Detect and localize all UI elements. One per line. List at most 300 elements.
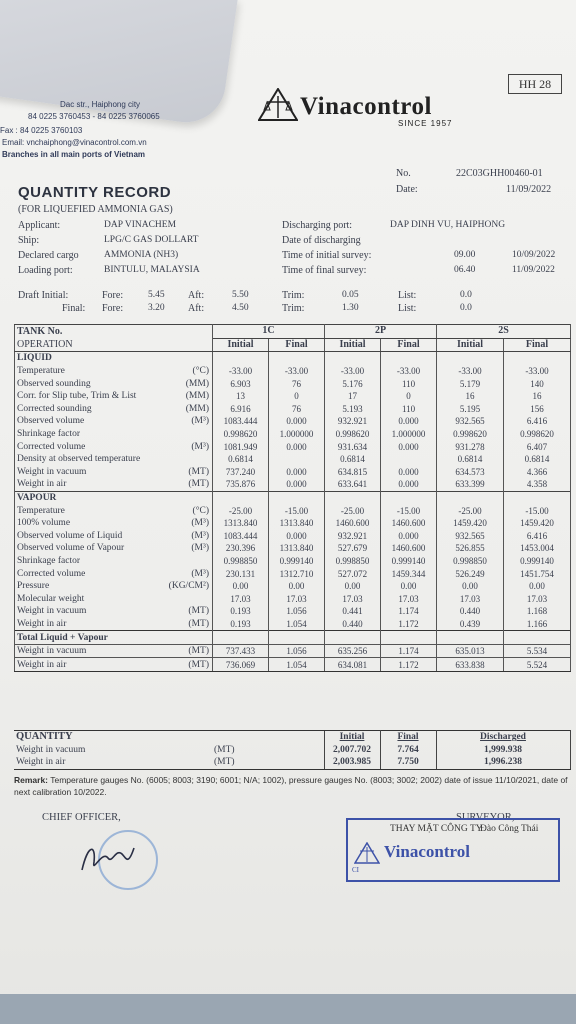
table-cell: 0.00 [437, 580, 504, 593]
table-row [15, 644, 571, 658]
table-cell: -15.00 [381, 504, 437, 517]
table-cell: 0.6814 [437, 453, 504, 466]
table-cell: -33.00 [325, 365, 381, 378]
row-unit: (MT) [188, 659, 209, 670]
table-row [15, 466, 571, 479]
stamp-scales-icon [354, 842, 380, 864]
row-label [15, 453, 213, 466]
table-cell: 0.440 [325, 618, 381, 631]
table-cell: 931.634 [325, 440, 381, 453]
row-unit: (M³) [191, 416, 209, 427]
row-label [15, 428, 213, 441]
draft-initial-label: Draft Initial: [18, 290, 69, 301]
row-unit: (MT) [188, 618, 209, 629]
table-cell: 140 [504, 377, 571, 390]
table-cell: 0.00 [213, 580, 269, 593]
table-cell: 6.407 [504, 440, 571, 453]
row-label-text: Weight in air [17, 618, 67, 629]
row-label-text: Pressure [17, 581, 50, 592]
row-label [15, 440, 213, 453]
table-cell: 1460.600 [325, 517, 381, 530]
table-cell: 76 [269, 403, 325, 416]
table-cell: 1.056 [269, 605, 325, 618]
draft-final-trim: 1.30 [342, 303, 359, 313]
table-cell: 16 [504, 390, 571, 403]
draft-initial-fore: 5.45 [148, 290, 165, 300]
row-label-text: Observed volume of Vapour [17, 543, 125, 554]
initial-header: Initial [213, 338, 269, 352]
table-cell: 0.998620 [213, 428, 269, 441]
table-cell: 634.815 [325, 466, 381, 479]
table-cell: 0.000 [381, 530, 437, 543]
table-cell: 0 [381, 390, 437, 403]
table-row [15, 415, 571, 428]
table-cell: 737.240 [213, 466, 269, 479]
row-label [15, 466, 213, 479]
table-cell [269, 453, 325, 466]
row-unit: (M³) [191, 543, 209, 554]
quantity-row-label: Weight in vacuum [16, 744, 86, 755]
row-label [15, 605, 213, 618]
row-unit: (M³) [191, 518, 209, 529]
table-cell: -25.00 [213, 504, 269, 517]
table-cell: 0.00 [381, 580, 437, 593]
table-row [15, 390, 571, 403]
table-cell: 1.168 [504, 605, 571, 618]
table-cell: 1081.949 [213, 440, 269, 453]
table-cell: 0.00 [325, 580, 381, 593]
table-cell: -33.00 [437, 365, 504, 378]
row-unit: (MM) [185, 378, 209, 389]
ship-label: Ship: [18, 235, 40, 246]
table-cell: 1312.710 [269, 567, 325, 580]
quantity-initial-value: 2,007.702 [324, 744, 380, 757]
draft-fore-label-final: Fore: [102, 303, 124, 314]
table-row [15, 365, 571, 378]
table-cell: 5.195 [437, 403, 504, 416]
stamp-text: THAY MẶT CÔNG TY [390, 824, 483, 834]
table-cell: -15.00 [504, 504, 571, 517]
table-cell: 635.013 [437, 644, 504, 658]
stamp-code: CI [352, 866, 359, 874]
table-cell: 1.000000 [269, 428, 325, 441]
quantity-discharged-value: 1,996.238 [436, 756, 570, 769]
initial-survey-date: 10/09/2022 [512, 250, 556, 260]
table-cell: 1313.840 [213, 517, 269, 530]
row-label [15, 658, 213, 672]
table-cell: 0.999140 [381, 555, 437, 568]
table-cell: 0.000 [381, 415, 437, 428]
table-cell: 634.081 [325, 658, 381, 672]
table-cell: 0.998850 [437, 555, 504, 568]
company-tel: 84 0225 3760453 - 84 0225 3760065 [28, 112, 160, 121]
table-row [15, 377, 571, 390]
table-cell: -25.00 [437, 504, 504, 517]
table-cell: 736.069 [213, 658, 269, 672]
row-unit: (M³) [191, 441, 209, 452]
initial-survey-label: Time of initial survey: [282, 250, 372, 261]
draft-fore-label-initial: Fore: [102, 290, 124, 301]
draft-final-aft: 4.50 [232, 303, 249, 313]
table-cell: 17.03 [437, 592, 504, 605]
surveyor-name: Đào Công Thái [480, 824, 539, 834]
row-label [15, 517, 213, 530]
table-cell: 0.000 [381, 466, 437, 479]
table-cell: 0.998850 [213, 555, 269, 568]
row-label-text: Weight in vacuum [17, 606, 87, 617]
company-branches: Branches in all main ports of Vietnam [2, 150, 145, 159]
table-cell: 0.000 [381, 440, 437, 453]
row-unit: (MT) [188, 646, 209, 657]
table-cell: -25.00 [325, 504, 381, 517]
table-cell: 1.172 [381, 658, 437, 672]
record-no-label: No. [396, 168, 411, 179]
table-cell: 0.000 [269, 415, 325, 428]
draft-list-label-initial: List: [398, 290, 417, 301]
company-stamp [346, 818, 560, 882]
table-cell: 0.193 [213, 605, 269, 618]
row-label-text: Corr. for Slip tube, Trim & List [17, 391, 137, 402]
table-cell: 5.193 [325, 403, 381, 416]
discharging-port-label: Discharging port: [282, 220, 353, 231]
chief-officer-label: CHIEF OFFICER, [42, 812, 121, 823]
quantity-row-unit: (MT) [212, 756, 324, 769]
page-title: QUANTITY RECORD [18, 184, 172, 201]
row-label [15, 365, 213, 378]
table-cell: 1.054 [269, 658, 325, 672]
row-label-text: Observed volume [17, 416, 85, 427]
quantity-rows [14, 744, 570, 770]
applicant-label: Applicant: [18, 220, 61, 231]
table-row [15, 440, 571, 453]
table-cell: 0.000 [269, 478, 325, 491]
row-unit: (°C) [192, 505, 209, 516]
table-cell: 1453.004 [504, 542, 571, 555]
quantity-row [14, 744, 570, 757]
table-cell: -33.00 [504, 365, 571, 378]
row-label [15, 530, 213, 543]
row-label [15, 504, 213, 517]
record-date-label: Date: [396, 184, 418, 195]
table-cell: 932.921 [325, 415, 381, 428]
draft-trim-label-initial: Trim: [282, 290, 305, 301]
table-cell: 932.921 [325, 530, 381, 543]
final-header: Final [269, 338, 325, 352]
cargo-value: AMMONIA (NH3) [104, 250, 179, 260]
table-cell: 0.441 [325, 605, 381, 618]
row-label-text: Corrected volume [17, 568, 86, 579]
table-cell: 1.166 [504, 618, 571, 631]
table-cell: 0.00 [504, 580, 571, 593]
table-cell: 1459.420 [437, 517, 504, 530]
tank-no-header: TANK No. [15, 325, 213, 339]
applicant-value: DAP VINACHEM [104, 220, 177, 230]
company-fax: Fax : 84 0225 3760103 [0, 126, 83, 135]
quantity-row-label: Weight in air [14, 756, 212, 769]
table-cell: 633.399 [437, 478, 504, 491]
table-cell: 17.03 [269, 592, 325, 605]
row-label-text: Molecular weight [17, 593, 85, 604]
table-cell [381, 453, 437, 466]
tank-header-2s: 2S [437, 325, 571, 339]
quantity-row-unit: (MT) [214, 744, 235, 755]
table-row [15, 542, 571, 555]
row-label-text: Shrinkage factor [17, 429, 81, 440]
row-label-text: Shrinkage factor [17, 555, 81, 566]
company-address: Dac str., Haiphong city [60, 100, 141, 109]
row-label [15, 592, 213, 605]
table-cell: 1.000000 [381, 428, 437, 441]
table-cell: 526.249 [437, 567, 504, 580]
table-cell: 634.573 [437, 466, 504, 479]
quantity-summary-table [14, 730, 571, 770]
table-cell: -33.00 [269, 365, 325, 378]
table-cell: 110 [381, 377, 437, 390]
final-header: Final [381, 338, 437, 352]
table-cell: 527.072 [325, 567, 381, 580]
background-surface [0, 994, 576, 1024]
table-row [15, 428, 571, 441]
row-label [15, 644, 213, 658]
page-subtitle: (FOR LIQUEFIED AMMONIA GAS) [18, 204, 173, 215]
final-survey-label: Time of final survey: [282, 265, 367, 276]
row-label-text: Temperature [17, 366, 65, 377]
table-cell: 1459.344 [381, 567, 437, 580]
table-cell: 1459.420 [504, 517, 571, 530]
row-label-text: Corrected sounding [17, 403, 92, 414]
draft-initial-trim: 0.05 [342, 290, 359, 300]
table-cell: 633.641 [325, 478, 381, 491]
table-cell: 526.855 [437, 542, 504, 555]
table-cell: 737.433 [213, 644, 269, 658]
table-row [15, 658, 571, 672]
row-label-text: Weight in vacuum [17, 646, 87, 657]
draft-list-label-final: List: [398, 303, 417, 314]
draft-final-fore: 3.20 [148, 303, 165, 313]
table-cell: 4.358 [504, 478, 571, 491]
row-label-text: Corrected volume [17, 441, 86, 452]
row-label [15, 403, 213, 416]
table-row [15, 478, 571, 491]
draft-aft-label-final: Aft: [188, 303, 205, 314]
row-label [15, 542, 213, 555]
table-cell: 17.03 [381, 592, 437, 605]
table-row [15, 517, 571, 530]
scales-logo-icon [258, 88, 298, 122]
table-cell: 0.000 [381, 478, 437, 491]
row-label [15, 555, 213, 568]
row-label [15, 415, 213, 428]
row-unit: (MM) [185, 391, 209, 402]
table-cell: 1.054 [269, 618, 325, 631]
row-unit: (MM) [185, 403, 209, 414]
loading-port-value: BINTULU, MALAYSIA [104, 265, 200, 275]
table-row [15, 530, 571, 543]
table-cell: 6.916 [213, 403, 269, 416]
table-cell: 1.056 [269, 644, 325, 658]
table-cell: 0.999140 [269, 555, 325, 568]
row-label-text: Weight in vacuum [17, 466, 87, 477]
row-label-text: Observed volume of Liquid [17, 530, 123, 541]
remark-text: Temperature gauges No. (6005; 8003; 3190; 6001; N/A; 1002), pressure gauges No. (8003; 3002; 2002) date of issue 11/10/2021, date of next calibration 10/2022. [14, 775, 568, 797]
table-cell: -33.00 [213, 365, 269, 378]
table-cell: 0.998620 [504, 428, 571, 441]
table-cell: 5.176 [325, 377, 381, 390]
row-label [15, 580, 213, 593]
quantity-final-header: Final [380, 731, 436, 744]
table-cell: 1083.444 [213, 530, 269, 543]
date-discharging-label: Date of discharging [282, 235, 361, 246]
final-survey-date: 11/09/2022 [512, 265, 555, 275]
final-header: Final [504, 338, 571, 352]
table-cell: 110 [381, 403, 437, 416]
row-label-text: Weight in air [17, 659, 67, 670]
draft-initial-list: 0.0 [460, 290, 472, 300]
table-row [15, 567, 571, 580]
quantity-label: QUANTITY [14, 731, 212, 744]
liquid-section-label: LIQUID [15, 352, 213, 365]
table-row [15, 605, 571, 618]
quantity-discharged-value: 1,999.938 [436, 744, 570, 757]
table-cell: 0.6814 [504, 453, 571, 466]
table-cell: 0 [269, 390, 325, 403]
table-cell: 13 [213, 390, 269, 403]
chief-officer-signature [78, 840, 138, 876]
table-row [15, 453, 571, 466]
quantity-discharged-header: Discharged [436, 731, 570, 744]
row-label [15, 567, 213, 580]
table-row [15, 504, 571, 517]
row-unit: (MT) [188, 606, 209, 617]
table-cell: 1451.754 [504, 567, 571, 580]
tank-header-1c: 1C [213, 325, 325, 339]
company-logo-since: SINCE 1957 [398, 119, 453, 128]
table-cell: 0.000 [269, 440, 325, 453]
quantity-row [14, 756, 570, 769]
quantity-final-value: 7.764 [380, 744, 436, 757]
table-cell: 527.679 [325, 542, 381, 555]
record-date-value: 11/09/2022 [506, 184, 552, 195]
table-cell: 0.00 [269, 580, 325, 593]
discharging-port-value: DAP DINH VU, HAIPHONG [390, 220, 506, 230]
table-cell: 5.524 [504, 658, 571, 672]
table-row [15, 618, 571, 631]
row-label [15, 390, 213, 403]
table-cell: -33.00 [381, 365, 437, 378]
table-cell: 1.174 [381, 644, 437, 658]
remark-label: Remark: [14, 775, 49, 785]
table-cell: 76 [269, 377, 325, 390]
draft-aft-label-initial: Aft: [188, 290, 205, 301]
row-unit: (MT) [188, 466, 209, 477]
table-cell: 0.6814 [325, 453, 381, 466]
row-label [15, 377, 213, 390]
row-label [15, 618, 213, 631]
row-unit: (MT) [188, 479, 209, 490]
quantity-final-value: 7.750 [380, 756, 436, 769]
row-unit: (M³) [191, 568, 209, 579]
draft-final-list: 0.0 [460, 303, 472, 313]
table-cell: 0.998620 [437, 428, 504, 441]
table-cell: 932.565 [437, 415, 504, 428]
company-email: Email: vnchaiphong@vinacontrol.com.vn [2, 138, 147, 147]
quantity-initial-value: 2,003.985 [324, 756, 380, 769]
table-cell: 1460.600 [381, 542, 437, 555]
remark-block [14, 774, 574, 798]
table-cell: 1313.840 [269, 542, 325, 555]
stamp-logo-name: Vinacontrol [384, 842, 470, 861]
table-cell: 17.03 [213, 592, 269, 605]
table-cell: 0.000 [269, 466, 325, 479]
table-cell: 230.396 [213, 542, 269, 555]
loading-port-label: Loading port: [18, 265, 73, 276]
table-row [15, 592, 571, 605]
table-cell: 6.416 [504, 415, 571, 428]
table-cell: 5.534 [504, 644, 571, 658]
table-cell: 6.903 [213, 377, 269, 390]
row-unit: (°C) [192, 366, 209, 377]
row-label-text: 100% volume [17, 518, 71, 529]
initial-header: Initial [325, 338, 381, 352]
company-logo-name: Vinacontrol [300, 93, 432, 120]
table-cell: 1313.840 [269, 517, 325, 530]
row-label-text: Weight in air [17, 479, 67, 490]
table-cell: 1.172 [381, 618, 437, 631]
table-cell: 16 [437, 390, 504, 403]
tank-header-2p: 2P [325, 325, 437, 339]
initial-survey-time: 09.00 [454, 250, 476, 260]
row-label-text: Observed sounding [17, 378, 91, 389]
table-cell: 0.000 [269, 530, 325, 543]
table-cell: 0.6814 [213, 453, 269, 466]
total-section-label: Total Liquid + Vapour [15, 631, 213, 645]
table-row [15, 555, 571, 568]
row-unit: (KG/CM²) [168, 581, 209, 592]
table-cell: 0.998850 [325, 555, 381, 568]
total-rows [15, 644, 571, 671]
row-label-text: Temperature [17, 505, 65, 516]
ship-value: LPG/C GAS DOLLART [104, 235, 199, 245]
row-label-text: Density at observed temperature [17, 454, 141, 465]
liquid-rows [15, 365, 571, 491]
table-cell: -15.00 [269, 504, 325, 517]
table-cell: 735.876 [213, 478, 269, 491]
vapour-section-label: VAPOUR [15, 491, 213, 504]
draft-trim-label-final: Trim: [282, 303, 305, 314]
quantity-initial-header: Initial [324, 731, 380, 744]
draft-initial-aft: 5.50 [232, 290, 249, 300]
row-label [15, 478, 213, 491]
table-cell: 0.193 [213, 618, 269, 631]
table-cell: 633.838 [437, 658, 504, 672]
table-cell: 4.366 [504, 466, 571, 479]
table-cell: 0.440 [437, 605, 504, 618]
row-unit: (M³) [191, 530, 209, 541]
table-cell: 931.278 [437, 440, 504, 453]
operation-header: OPERATION [15, 338, 213, 352]
initial-header: Initial [437, 338, 504, 352]
table-cell: 635.256 [325, 644, 381, 658]
table-cell: 17 [325, 390, 381, 403]
table-cell: 6.416 [504, 530, 571, 543]
table-cell: 0.999140 [504, 555, 571, 568]
table-row [15, 580, 571, 593]
table-row [15, 403, 571, 416]
record-no-value: 22C03GHH00460-01 [456, 168, 543, 179]
table-cell: 0.439 [437, 618, 504, 631]
table-cell: 156 [504, 403, 571, 416]
document-code: HH 28 [508, 74, 562, 94]
